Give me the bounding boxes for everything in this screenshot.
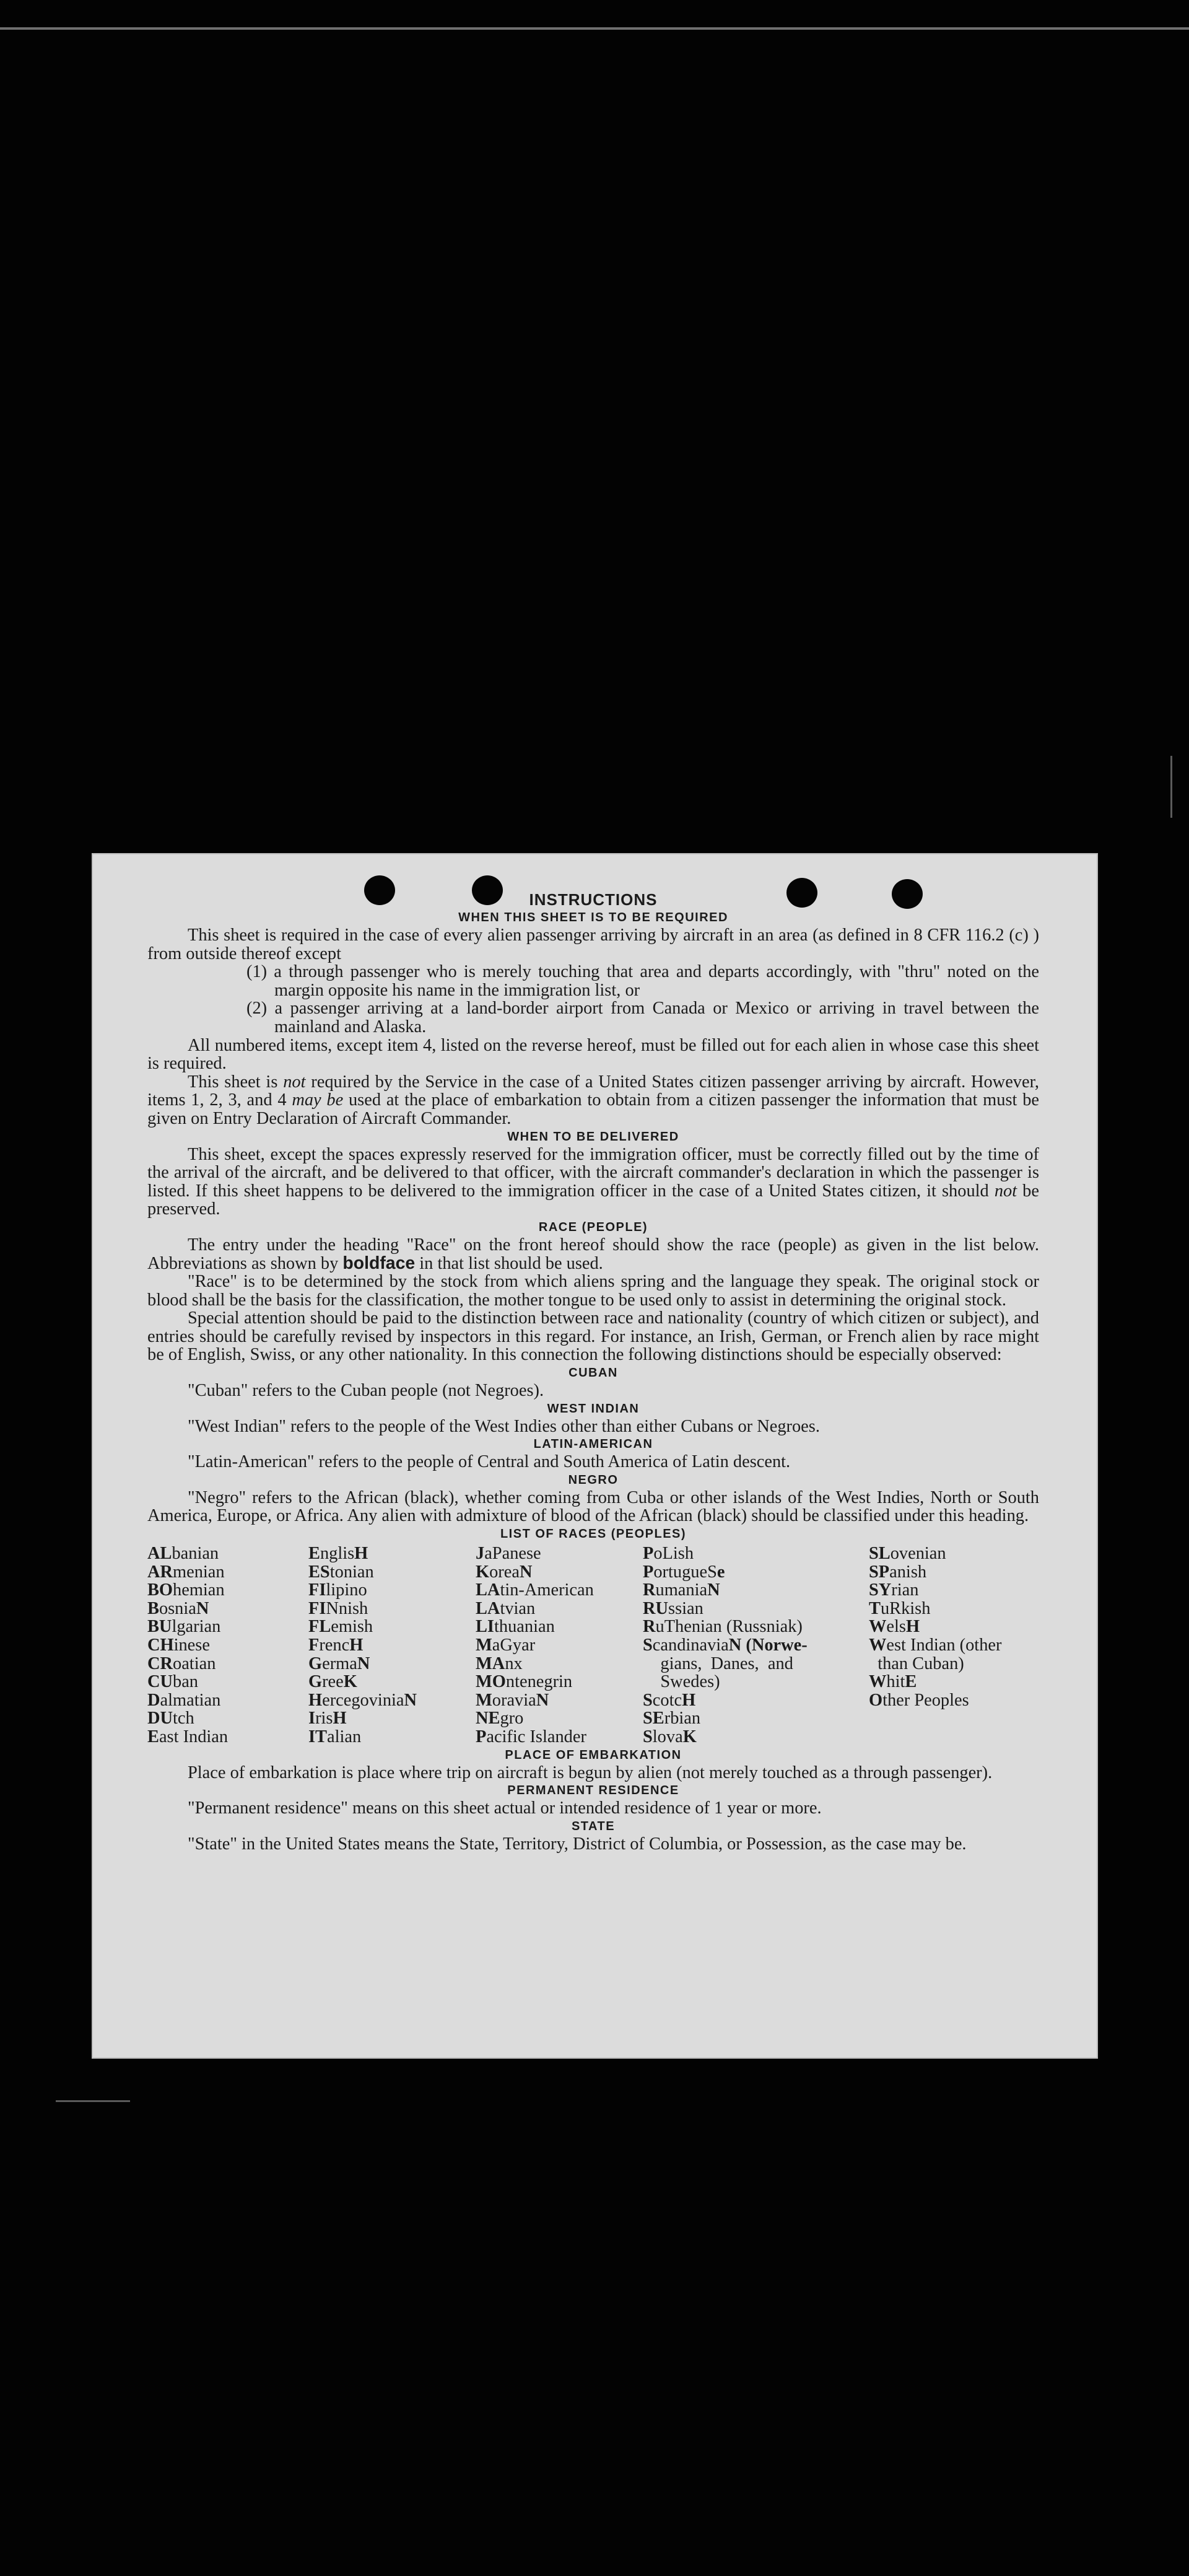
race-list-entry [147, 1544, 308, 1563]
race-list-entry [643, 1544, 869, 1563]
paragraph-cuban: "Cuban" refers to the Cuban people (not Negroes). [188, 1381, 544, 1401]
race-abbreviation-suffix: N [404, 1690, 417, 1710]
paragraph-race-nationality: Special attention should be paid to the distinction between race and nationality (country of which citizen or subject), and entries should be carefully revised by inspectors in this regard. For instance, an Irish, German, or French alien by race might be of English, Swiss, or any other nationality. In this connection the following distinctions should be especially observed: [147, 1308, 1039, 1365]
race-name-text: Nnish [326, 1598, 368, 1618]
emphasis-text: may be [292, 1090, 344, 1110]
race-abbreviation: CU [147, 1672, 173, 1692]
edge-scratch [1170, 756, 1172, 818]
race-abbreviation: CH [147, 1636, 174, 1655]
section-heading-state: STATE [571, 1819, 616, 1833]
race-name-text: banian [172, 1544, 219, 1564]
race-abbreviation: SP [869, 1562, 890, 1582]
race-list-entry [147, 1636, 308, 1655]
race-list-column [308, 1544, 476, 1746]
race-abbreviation-suffix: N (Norwe- [728, 1636, 808, 1655]
race-list-entry [476, 1691, 643, 1710]
race-list-entry [869, 1728, 1039, 1746]
section-heading-cuban: CUBAN [568, 1366, 618, 1380]
race-name-text: els [886, 1617, 906, 1637]
race-list-entry [476, 1728, 643, 1746]
race-name-text: ntenegrin [505, 1672, 573, 1692]
race-name-text: acific Islander [486, 1727, 586, 1746]
race-list-entry [147, 1691, 308, 1710]
race-list-entry [308, 1544, 476, 1563]
race-abbreviation: O [869, 1690, 883, 1710]
section-heading-when-delivered: WHEN TO BE DELIVERED [507, 1129, 679, 1144]
race-abbreviation-suffix: e [716, 1562, 725, 1582]
race-name-text: oatian [173, 1654, 216, 1673]
race-abbreviation: P [643, 1544, 654, 1564]
race-abbreviation: NE [476, 1709, 500, 1728]
text-run: The entry under the heading "Race" on the front hereof should show the race (people) as given in the list below. Abbreviations as shown by [147, 1235, 1039, 1273]
race-name-text: lova [652, 1727, 683, 1746]
race-abbreviation: K [476, 1562, 490, 1582]
race-list-entry [147, 1673, 308, 1691]
race-list-entry [476, 1581, 643, 1600]
race-list-entry [476, 1544, 643, 1563]
section-heading-place-of-embarkation: PLACE OF EMBARKATION [505, 1748, 682, 1762]
race-list-entry [476, 1600, 643, 1618]
race-abbreviation-suffix: H [905, 1617, 920, 1637]
race-list-entry [643, 1728, 869, 1746]
race-name-text: ast Indian [159, 1727, 229, 1746]
race-name-text: umania [655, 1580, 708, 1600]
race-list-entry [869, 1709, 1039, 1728]
paragraph-required-intro: This sheet is required in the case of every alien passenger arriving by aircraft in an area (as defined in 8 CFR 116.2 (c) ) from outside thereof except [147, 926, 1039, 963]
race-abbreviation: J [476, 1544, 485, 1564]
race-abbreviation: S [643, 1636, 653, 1655]
text-run: This sheet is [188, 1072, 284, 1092]
race-list-column [147, 1544, 308, 1746]
race-list-entry [308, 1728, 476, 1746]
paragraph-latin-american: "Latin-American" refers to the people of Central and South America of Latin descent. [188, 1452, 791, 1472]
race-name-text: uRkish [880, 1598, 931, 1618]
film-frame-line [0, 27, 1189, 30]
race-abbreviation: FL [308, 1617, 331, 1637]
race-abbreviation: SE [643, 1709, 664, 1728]
race-abbreviation: B [147, 1598, 159, 1618]
race-abbreviation-suffix: K [682, 1727, 697, 1746]
race-abbreviation-suffix: K [343, 1672, 357, 1692]
race-name-text: orea [489, 1562, 520, 1582]
race-abbreviation: S [643, 1727, 653, 1746]
race-list-entry [476, 1673, 643, 1691]
race-abbreviation: H [308, 1690, 323, 1710]
race-abbreviation: D [147, 1690, 160, 1710]
paragraph-race-definition: "Race" is to be determined by the stock from which aliens spring and the language they speak. The original stock or blood shall be the basis for the classification, the mother tongue to be used only to assist in determining the original stock. [147, 1272, 1039, 1310]
race-abbreviation-suffix: E [905, 1672, 917, 1692]
race-list-entry [476, 1618, 643, 1636]
exception-item-2: (2) a passenger arriving at a land-border airport from Canada or Mexico or arriving in travel between the mainland and Alaska. [246, 999, 1039, 1036]
race-list-entry [308, 1600, 476, 1618]
race-abbreviation: P [476, 1727, 487, 1746]
race-list-entry [643, 1636, 869, 1655]
race-abbreviation: W [869, 1672, 887, 1692]
race-list-entry [476, 1655, 643, 1673]
race-name-text: est Indian (other [886, 1636, 1002, 1655]
race-list-entry [308, 1691, 476, 1710]
race-name-text: inese [173, 1636, 210, 1655]
race-abbreviation-suffix: N [519, 1562, 533, 1582]
race-abbreviation: LA [476, 1598, 500, 1618]
race-list-entry [869, 1600, 1039, 1618]
race-list-column [476, 1544, 643, 1746]
race-list-column [869, 1544, 1039, 1746]
race-list-entry [308, 1581, 476, 1600]
race-abbreviation: T [869, 1598, 881, 1618]
race-name-text: than Cuban) [869, 1654, 964, 1673]
race-list-entry [643, 1691, 869, 1710]
race-name-text: gro [500, 1709, 524, 1728]
race-name-text: hit [886, 1672, 905, 1692]
race-name-text: lgarian [172, 1617, 221, 1637]
race-abbreviation: MA [476, 1654, 505, 1673]
race-name-text: osnia [159, 1598, 196, 1618]
race-name-text: erma [322, 1654, 357, 1673]
race-list-entry [869, 1636, 1039, 1655]
race-name-text: ris [315, 1709, 333, 1728]
race-list-entry [869, 1563, 1039, 1582]
race-abbreviation: LA [476, 1580, 500, 1600]
race-name-text: ovenian [890, 1544, 946, 1564]
race-list-entry [869, 1544, 1039, 1563]
race-list-entry [308, 1563, 476, 1582]
race-name-text: hemian [173, 1580, 225, 1600]
race-name-text: tin-American [500, 1580, 594, 1600]
section-heading-negro: NEGRO [568, 1473, 619, 1487]
text-run: required by the Service in the case of a United States citizen passenger arriving by aircraft. However, items 1, 2, 3, and 4 [147, 1072, 1040, 1110]
race-name-text: oLish [653, 1544, 694, 1564]
race-list-entry [869, 1618, 1039, 1636]
race-abbreviation: RU [643, 1598, 669, 1618]
race-list-entry [476, 1709, 643, 1728]
race-abbreviation: R [643, 1617, 656, 1637]
race-abbreviation: AR [147, 1562, 173, 1582]
edge-mark [56, 2100, 130, 2102]
race-abbreviation-suffix: H [354, 1544, 368, 1564]
race-abbreviation: W [869, 1636, 887, 1655]
race-name-text: ercegovinia [322, 1690, 404, 1710]
race-name-text: emish [331, 1617, 373, 1637]
race-name-text: ssian [668, 1598, 703, 1618]
race-list-entry [308, 1673, 476, 1691]
section-heading-race: RACE (PEOPLE) [538, 1220, 648, 1234]
race-name-text: menian [173, 1562, 225, 1582]
section-heading-latin-american: LATIN-AMERICAN [533, 1437, 653, 1452]
paragraph-state: "State" in the United States means the State, Territory, District of Columbia, or Possession, as the case may be. [188, 1834, 967, 1854]
emphasis-text: not [994, 1181, 1017, 1201]
race-abbreviation: M [476, 1690, 492, 1710]
race-list-entry [308, 1636, 476, 1655]
race-name-text: tonian [329, 1562, 374, 1582]
race-abbreviation: FI [308, 1580, 326, 1600]
race-list-entry [869, 1691, 1039, 1710]
race-abbreviation: FI [308, 1598, 326, 1618]
race-abbreviation: SL [869, 1544, 891, 1564]
race-list-table [147, 1544, 1039, 1746]
paragraph-west-indian: "West Indian" refers to the people of the West Indies other than either Cubans or Negroes. [188, 1416, 820, 1436]
race-list-entry [147, 1728, 308, 1746]
paragraph-numbered-items: All numbered items, except item 4, listed on the reverse hereof, must be filled out for each alien in whose case this sheet is required. [147, 1035, 1039, 1074]
race-abbreviation-suffix: H [682, 1690, 696, 1710]
race-name-text: renc [319, 1636, 350, 1655]
section-heading-when-required: WHEN THIS SHEET IS TO BE REQUIRED [458, 911, 728, 924]
race-name-text: nglis [320, 1544, 355, 1564]
race-list-entry [643, 1600, 869, 1618]
page-title: INSTRUCTIONS [529, 890, 658, 909]
race-abbreviation: ES [308, 1562, 330, 1582]
sheet-content [147, 890, 1039, 1853]
race-list-entry [476, 1563, 643, 1582]
race-name-text: Swedes) [643, 1672, 720, 1692]
race-abbreviation: IT [308, 1727, 327, 1746]
race-abbreviation: CR [147, 1654, 173, 1673]
race-list-entry [643, 1673, 869, 1691]
race-abbreviation: E [308, 1544, 320, 1564]
paragraph-citizen [147, 1073, 1039, 1128]
race-abbreviation: S [643, 1690, 653, 1710]
race-abbreviation: BU [147, 1617, 172, 1637]
race-abbreviation: G [308, 1654, 323, 1673]
race-name-text: ortugueS [653, 1562, 717, 1582]
race-name-text: ree [322, 1672, 344, 1692]
race-abbreviation-suffix: N [536, 1690, 549, 1710]
text-run: This sheet, except the spaces expressly reserved for the immigration officer, must be correctly filled out by the time of the arrival of the aircraft, and be delivered to that officer, with the aircraft commander's declaration in which the passenger is listed. If this sheet happens to be delivered to the immigration officer in the case of a United States citizen, it should [147, 1144, 1039, 1201]
race-name-text: thuanian [494, 1617, 555, 1637]
race-list-entry [308, 1709, 476, 1728]
race-name-text: oravia [492, 1690, 536, 1710]
race-abbreviation: E [147, 1727, 159, 1746]
race-list-entry [643, 1655, 869, 1673]
race-abbreviation: MO [476, 1672, 506, 1692]
section-heading-west-indian: WEST INDIAN [547, 1401, 640, 1416]
race-name-text: ban [173, 1672, 199, 1692]
race-abbreviation-suffix: H [349, 1636, 364, 1655]
text-run: in that list should be used. [415, 1253, 603, 1273]
race-abbreviation-suffix: N [707, 1580, 720, 1600]
race-abbreviation: SY [869, 1580, 892, 1600]
instruction-sheet [92, 853, 1098, 2059]
section-heading-list-of-races: LIST OF RACES (PEOPLES) [500, 1527, 687, 1541]
race-abbreviation-suffix: N [357, 1654, 370, 1673]
race-list-entry [147, 1581, 308, 1600]
race-list-entry [147, 1618, 308, 1636]
race-name-text: aPanese [484, 1544, 541, 1564]
exception-item-1: (1) a through passenger who is merely touching that area and departs accordingly, with "thru" noted on the margin opposite his name in the immigration list, or [246, 962, 1039, 1000]
race-list-entry [147, 1600, 308, 1618]
race-abbreviation: I [308, 1709, 316, 1728]
race-name-text: nx [505, 1654, 523, 1673]
race-name-text: anish [889, 1562, 927, 1582]
race-abbreviation-suffix: N [196, 1598, 209, 1618]
paragraph-place-of-embarkation: Place of embarkation is place where trip on aircraft is begun by alien (not merely touched as a through passenger). [188, 1763, 993, 1782]
race-abbreviation: LI [476, 1617, 494, 1637]
text-run: be preserved. [147, 1181, 1039, 1219]
paragraph-delivery [147, 1146, 1039, 1219]
race-list-entry [643, 1618, 869, 1636]
section-heading-permanent-residence: PERMANENT RESIDENCE [507, 1784, 679, 1798]
race-list-entry [643, 1581, 869, 1600]
race-name-text: candinavia [652, 1636, 729, 1655]
paragraph-permanent-residence: "Permanent residence" means on this sheet actual or intended residence of 1 year or more. [188, 1798, 822, 1818]
race-name-text: aGyar [492, 1636, 536, 1655]
race-name-text: rbian [664, 1709, 701, 1728]
paragraph-race-entry [147, 1236, 1039, 1273]
race-list-entry [308, 1618, 476, 1636]
race-list-entry [147, 1655, 308, 1673]
race-list-column [643, 1544, 869, 1746]
race-abbreviation: DU [147, 1709, 173, 1728]
emphasis-text: not [283, 1072, 306, 1092]
race-name-text: rian [891, 1580, 919, 1600]
race-name-text: uThenian (Russniak) [655, 1617, 803, 1637]
race-list-entry [476, 1636, 643, 1655]
race-name-text: tch [173, 1709, 194, 1728]
race-list-entry [869, 1581, 1039, 1600]
race-abbreviation: BO [147, 1580, 173, 1600]
race-abbreviation: R [643, 1580, 656, 1600]
race-list-entry [869, 1655, 1039, 1673]
race-list-entry [869, 1673, 1039, 1691]
race-abbreviation: P [643, 1562, 654, 1582]
race-list-entry [643, 1709, 869, 1728]
paragraph-negro: "Negro" refers to the African (black), whether coming from Cuba or other islands of the West Indies, North or South America, Europe, or Africa. Any alien with admixture of blood of the African (black) should be classified under this heading. [147, 1487, 1039, 1526]
race-name-text: cotc [652, 1690, 682, 1710]
race-abbreviation: F [308, 1636, 320, 1655]
race-list-entry [308, 1655, 476, 1673]
race-list-entry [147, 1563, 308, 1582]
race-abbreviation: M [476, 1636, 492, 1655]
race-name-text: tvian [500, 1598, 536, 1618]
race-name-text: ther Peoples [882, 1690, 969, 1710]
race-list-entry [147, 1709, 308, 1728]
race-name-text: lipino [326, 1580, 367, 1600]
race-list-entry [643, 1563, 869, 1582]
text-run: used at the place of embarkation to obtain from a citizen passenger the information that must be given on Entry Declaration of Aircraft Commander. [147, 1090, 1039, 1128]
bold-text: boldface [342, 1253, 416, 1273]
race-name-text: gians, Danes, and [643, 1654, 793, 1673]
race-abbreviation: AL [147, 1544, 172, 1564]
race-abbreviation: G [308, 1672, 323, 1692]
race-name-text: alian [327, 1727, 362, 1746]
race-name-text: almatian [160, 1690, 221, 1710]
race-abbreviation-suffix: H [333, 1709, 347, 1728]
race-abbreviation: W [869, 1617, 887, 1637]
